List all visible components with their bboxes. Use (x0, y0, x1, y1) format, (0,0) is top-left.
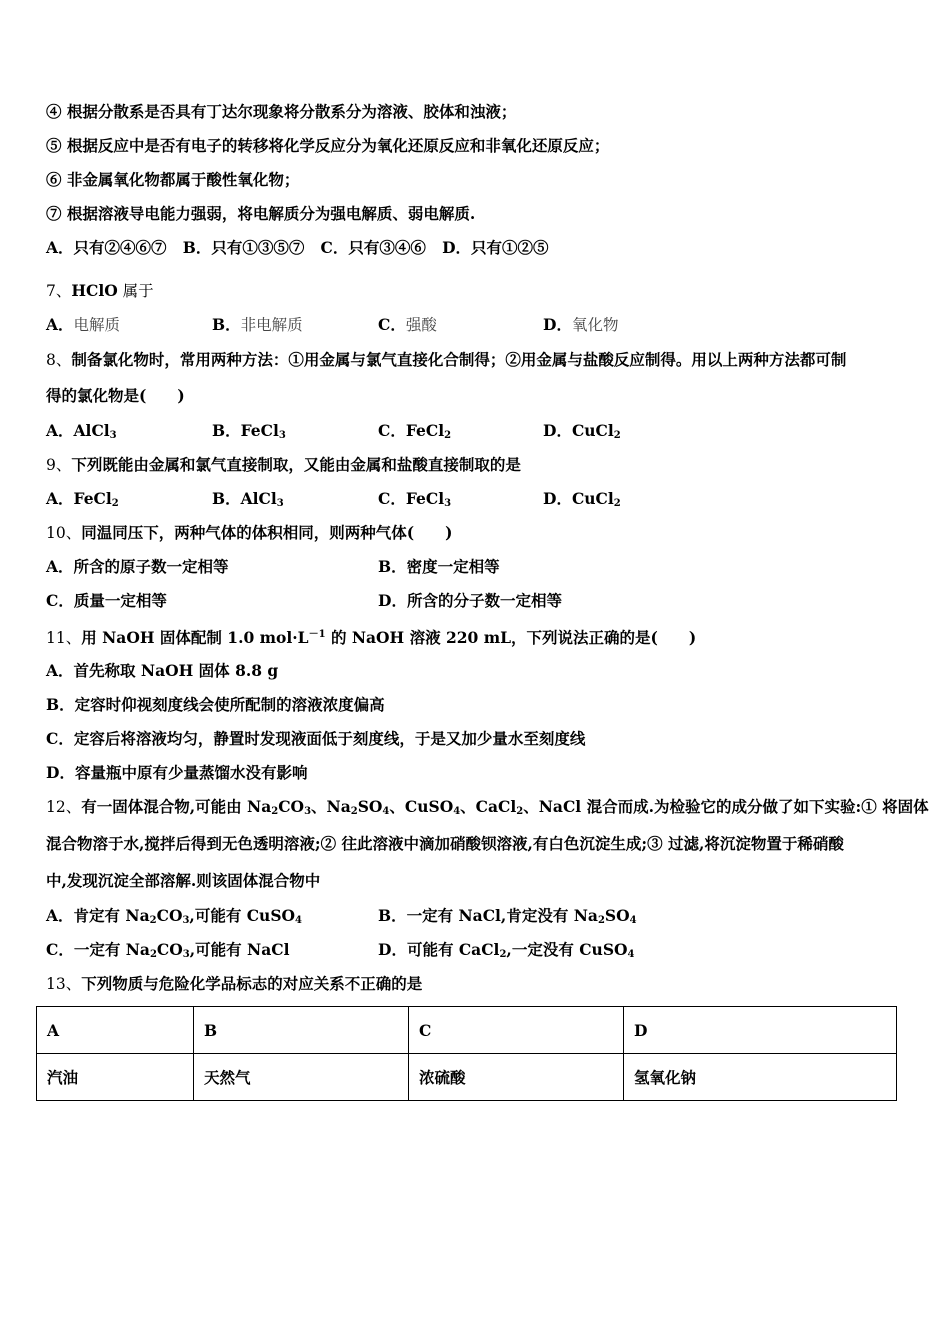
q7-option-a (46, 315, 120, 335)
q12-c-3: ,可能有 NaCl (189, 940, 290, 959)
q8-d-letter: D． (543, 421, 572, 440)
q8-stem1: 制备氯化物时，常用两种方法：①用金属与氯气直接化合制得；②用金属与盐酸反应制得。用以上两种方法都可制 (71, 350, 847, 369)
q12-b-2: SO (604, 906, 630, 925)
q9-option-b (212, 489, 284, 514)
q7-option-d (543, 315, 618, 335)
q12-d-sub2: 4 (627, 949, 635, 960)
q8-c-sub: 2 (444, 430, 452, 441)
q12-s1-sub2: 3 (304, 806, 312, 817)
q7-stem (46, 281, 154, 301)
q8-a-main: AlCl (73, 421, 110, 440)
q12-a-1: A．肯定有 Na (46, 906, 150, 925)
q12-a-sub3: 4 (295, 915, 302, 926)
q12-c-1: C．一定有 Na (46, 940, 150, 959)
q12-s1a: 有一固体混合物,可能由 Na (81, 797, 272, 816)
q7-number: 7、 (46, 282, 72, 300)
table-header-cell: D (624, 1007, 897, 1054)
q13-number: 13、 (46, 975, 82, 993)
q12-stem-line1 (46, 797, 929, 822)
q8-c-letter: C． (378, 421, 406, 440)
q8-a-sub: 3 (109, 430, 117, 441)
q8-b-main: FeCl (240, 421, 279, 440)
q11-option-d: D．容量瓶中原有少量蒸馏水没有影响 (46, 763, 308, 782)
q7-a-letter: A． (46, 315, 74, 334)
table-header-cell: A (37, 1007, 194, 1054)
q9-b-sub: 3 (276, 498, 284, 509)
q8-d-sub: 2 (613, 430, 621, 441)
q10-option-b: B．密度一定相等 (378, 557, 500, 576)
q11-number: 11、 (46, 629, 82, 648)
q9-stem-text: 下列既能由金属和氯气直接制取，又能由金属和盐酸直接制取的是 (71, 455, 521, 474)
q12-option-b (378, 906, 637, 931)
q12-b-1: B．一定有 NaCl,肯定没有 Na (378, 906, 598, 925)
q7-c-letter: C． (378, 315, 406, 334)
q13-stem (46, 974, 422, 994)
q12-option-a (46, 906, 302, 931)
q6-item-5: ⑤ 根据反应中是否有电子的转移将化学反应分为氧化还原反应和非氧化还原反应； (46, 136, 610, 155)
q9-d-letter: D． (543, 489, 572, 508)
table-cell: 氢氧化钠 (624, 1054, 897, 1101)
q10-option-a: A．所含的原子数一定相等 (46, 557, 229, 576)
q6-item-4: ④ 根据分散系是否具有丁达尔现象将分散系分为溶液、胶体和浊液； (46, 102, 517, 121)
q8-option-c (378, 421, 451, 446)
q6-option-a: A．只有②④⑥⑦ (46, 238, 167, 257)
q12-s1-sub5: 4 (453, 806, 461, 817)
table-row (37, 1054, 897, 1101)
q8-number: 8、 (46, 351, 72, 369)
q9-d-sub: 2 (613, 498, 621, 509)
q12-d-sub1: 2 (499, 949, 507, 960)
q10-option-d: D．所含的分子数一定相等 (378, 591, 562, 610)
q12-c-sub1: 2 (149, 949, 157, 960)
table-header-row (37, 1007, 897, 1054)
q6-option-c: C．只有③④⑥ (320, 238, 426, 257)
q13-stem-text: 下列物质与危险化学品标志的对应关系不正确的是 (81, 974, 423, 993)
q12-a-2: CO (156, 906, 183, 925)
q7-c-text: 强酸 (405, 316, 437, 334)
q12-stem-line2: 混合物溶于水,搅拌后得到无色透明溶液;② 往此溶液中滴加硝酸钡溶液,有白色沉淀生成;③ 过滤,将沉淀物置于稀硝酸 (46, 834, 844, 853)
q12-s1e: 、CuSO (389, 797, 454, 816)
q10-option-c: C．质量一定相等 (46, 591, 167, 610)
q10-number: 10、 (46, 524, 82, 542)
table-cell: 汽油 (37, 1054, 194, 1101)
q8-c-main: FeCl (405, 421, 445, 440)
table-header-cell: C (409, 1007, 624, 1054)
q8-option-b (212, 421, 286, 446)
q11-option-b: B．定容时仰视刻度线会使所配制的溶液浓度偏高 (46, 695, 385, 714)
q7-stem-text: 属于 (117, 282, 154, 300)
q9-option-a (46, 489, 119, 514)
q12-c-sub2: 3 (182, 949, 190, 960)
q12-number: 12、 (46, 798, 82, 816)
q9-option-c (378, 489, 451, 514)
q12-s1-sub4: 4 (382, 806, 390, 817)
q12-d-2: ,一定没有 CuSO (506, 940, 628, 959)
q12-s1d: SO (357, 797, 383, 816)
q10-stem-text: 同温同压下，两种气体的体积相同，则两种气体( ) (81, 523, 453, 542)
q11-stem-sup: －1 (308, 629, 326, 640)
q9-b-main: AlCl (240, 489, 277, 508)
q12-b-sub1: 2 (597, 915, 605, 926)
q12-s1f: 、CaCl (460, 797, 517, 816)
q9-option-d (543, 489, 621, 514)
q12-option-d (378, 940, 635, 965)
q12-d-1: D．可能有 CaCl (378, 940, 500, 959)
q6-item-6: ⑥ 非金属氧化物都属于酸性氧化物； (46, 170, 300, 189)
q7-b-text: 非电解质 (240, 316, 303, 334)
q12-stem-line3: 中,发现沉淀全部溶解.则该固体混合物中 (46, 871, 321, 890)
q12-a-sub2: 3 (182, 915, 190, 926)
q6-option-b: B．只有①③⑤⑦ (182, 238, 305, 257)
q7-formula: HClO (71, 281, 118, 300)
q7-option-c (378, 315, 437, 335)
q8-b-sub: 3 (278, 430, 286, 441)
q12-a-3: ,可能有 CuSO (189, 906, 296, 925)
q12-s1-sub6: 2 (516, 806, 524, 817)
q6-item-7: ⑦ 根据溶液导电能力强弱，将电解质分为强电解质、弱电解质. (46, 204, 476, 223)
q9-a-sub: 2 (111, 498, 119, 509)
q12-c-2: CO (156, 940, 183, 959)
table-cell: 天然气 (194, 1054, 409, 1101)
q13-table (36, 1006, 897, 1101)
q8-b-letter: B． (212, 421, 241, 440)
q8-option-d (543, 421, 621, 446)
q9-b-letter: B． (212, 489, 241, 508)
q7-a-text: 电解质 (73, 316, 121, 334)
q11-stem-post: 的 NaOH 溶液 220 mL，下列说法正确的是( ) (325, 628, 697, 648)
q12-option-c (46, 940, 289, 965)
q7-b-letter: B． (212, 315, 241, 334)
q9-a-letter: A． (46, 489, 74, 508)
q6-option-d: D．只有①②⑤ (442, 238, 549, 257)
q12-s1-sub3: 2 (350, 806, 358, 817)
q12-s1g: 、NaCl 混合而成.为检验它的成分做了如下实验:① 将固体 (523, 797, 929, 816)
q12-s1-sub1: 2 (271, 806, 279, 817)
q7-d-text: 氧化物 (571, 316, 619, 334)
q11-stem-pre: 用 NaOH 固体配制 1.0 mol·L (81, 628, 309, 648)
q9-c-sub: 3 (444, 498, 452, 509)
q9-a-main: FeCl (73, 489, 112, 508)
q8-option-a (46, 421, 117, 446)
q7-option-b (212, 315, 303, 335)
q12-a-sub1: 2 (149, 915, 157, 926)
q11-option-c: C．定容后将溶液均匀，静置时发现液面低于刻度线，于是又加少量水至刻度线 (46, 729, 586, 748)
q11-stem (46, 625, 696, 648)
q11-option-a: A．首先称取 NaOH 固体 8.8 g (46, 661, 279, 680)
q8-stem-line1 (46, 350, 846, 370)
q6-options (46, 238, 549, 258)
table-header-cell: B (194, 1007, 409, 1054)
q9-stem (46, 455, 521, 475)
q12-s1c: 、Na (311, 797, 351, 816)
q7-d-letter: D． (543, 315, 572, 334)
q12-b-sub2: 4 (629, 915, 637, 926)
q12-s1b: CO (278, 797, 305, 816)
table-cell: 浓硫酸 (409, 1054, 624, 1101)
q9-c-main: FeCl (405, 489, 445, 508)
q10-stem (46, 523, 452, 543)
q8-a-letter: A． (46, 421, 74, 440)
q8-d-main: CuCl (571, 421, 614, 440)
q9-number: 9、 (46, 456, 72, 474)
q8-stem-line2: 得的氯化物是( ) (46, 386, 185, 405)
q9-d-main: CuCl (571, 489, 614, 508)
q9-c-letter: C． (378, 489, 406, 508)
